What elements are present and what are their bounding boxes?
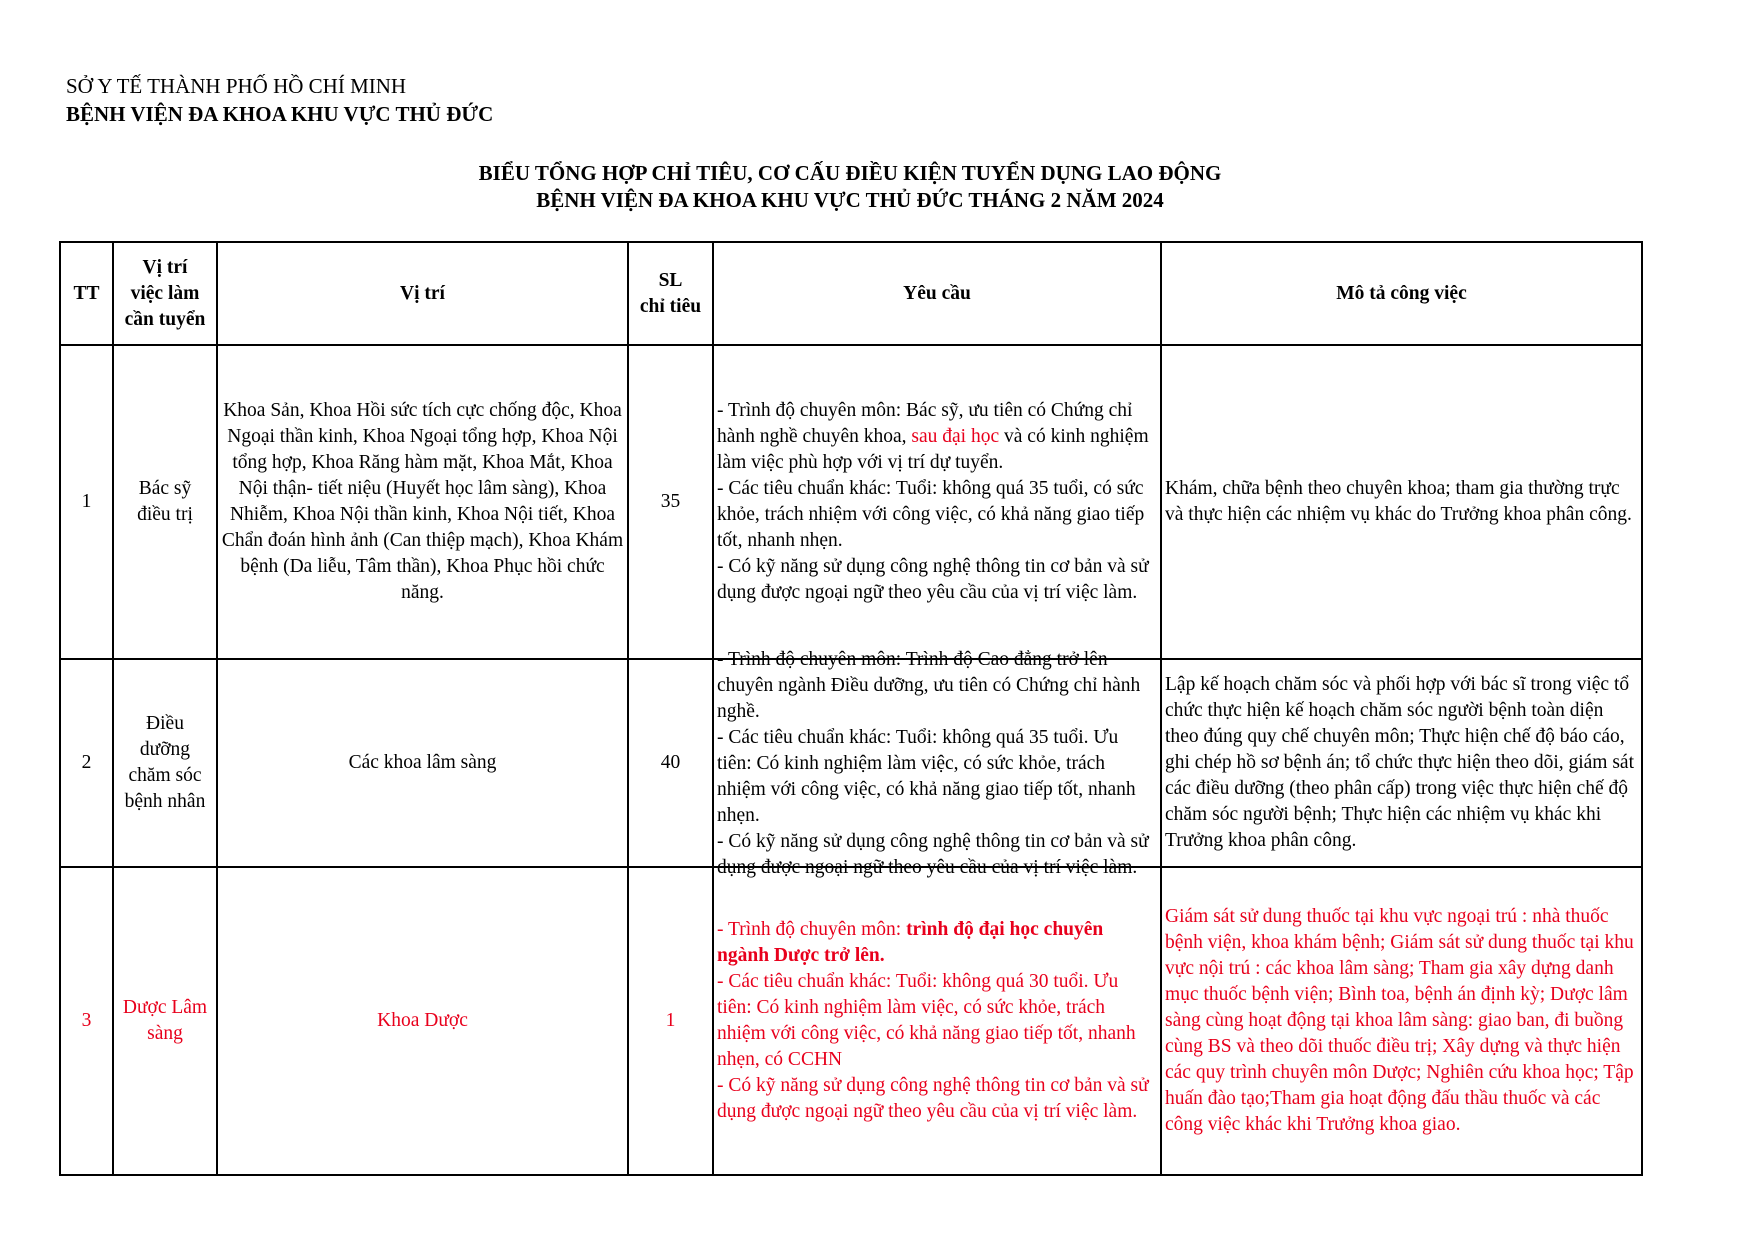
col-header-tt: TT — [60, 242, 113, 345]
col-header-description: Mô tả công việc — [1161, 242, 1642, 345]
requirement-item: - Có kỹ năng sử dụng công nghệ thông tin cơ bản và sử dụng được ngoại ngữ theo yêu cầu của vị trí việc làm. — [717, 831, 1149, 878]
col-header-position-line: việc làm — [130, 282, 200, 304]
requirements-cell — [713, 649, 1161, 878]
position-line: Điều — [146, 713, 184, 734]
requirement-text: - Trình độ chuyên môn: — [717, 919, 907, 940]
requirement-item — [717, 398, 1157, 476]
quota-cell: 35 — [628, 345, 713, 659]
position-line: Bác sỹ — [138, 478, 192, 499]
position-line: bệnh nhân — [124, 791, 206, 812]
requirement-item: - Các tiêu chuẩn khác: Tuổi: không quá 30 tuổi. Ưu tiên: Có kinh nghiệm làm việc, có sức khỏe, trách nhiệm với công việc, có khả năng giao tiếp tốt, nhanh nhẹn, có CCHN — [717, 971, 1136, 1070]
requirements-clip — [717, 647, 1157, 878]
requirement-item: - Có kỹ năng sử dụng công nghệ thông tin cơ bản và sử dụng được ngoại ngữ theo yêu cầu của vị trí việc làm. — [717, 1075, 1149, 1122]
table-row — [60, 867, 1642, 1175]
table-row — [60, 345, 1642, 659]
col-header-quota-line: chỉ tiêu — [639, 295, 702, 317]
requirement-item: - Các tiêu chuẩn khác: Tuổi: không quá 35 tuổi. Ưu tiên: Có kinh nghiệm làm việc, có sức khỏe, trách nhiệm với công việc, có khả năng giao tiếp tốt, nhanh nhẹn. — [717, 727, 1136, 826]
location-cell: Khoa Sản, Khoa Hồi sức tích cực chống độc, Khoa Ngoại thần kinh, Khoa Ngoại tổng hợp, Khoa Nội tổng hợp, Khoa Răng hàm mặt, Khoa Mắt, Khoa Nội thận- tiết niệu (Huyết học lâm sàng), Khoa Nhiễm, Khoa Nội thần kinh, Khoa Nội tiết, Khoa Chẩn đoán hình ảnh (Can thiệp mạch), Khoa Khám bệnh (Da liễu, Tâm thần), Khoa Phục hồi chức năng. — [217, 345, 628, 659]
org-parent: SỞ Y TẾ THÀNH PHỐ HỒ CHÍ MINH — [66, 74, 407, 98]
col-header-requirements: Yêu cầu — [713, 242, 1161, 345]
quota-cell: 1 — [628, 867, 713, 1175]
recruitment-table — [59, 241, 1643, 1176]
requirement-item — [717, 917, 1157, 969]
quota-cell: 40 — [628, 659, 713, 867]
location-cell: Khoa Dược — [217, 867, 628, 1175]
position-line: dưỡng — [139, 739, 191, 760]
requirement-item: - Các tiêu chuẩn khác: Tuổi: không quá 35 tuổi, có sức khỏe, trách nhiệm với công việc, có khả năng giao tiếp tốt, nhanh nhẹn. — [717, 478, 1145, 551]
requirements-content — [717, 647, 1157, 881]
position-line: điều trị — [137, 504, 193, 525]
requirement-item: - Trình độ chuyên môn: Trình độ Cao đẳng trở lên chuyên ngành Điều dưỡng, ưu tiên có Chứng chỉ hành nghề. — [717, 649, 1141, 722]
position-cell: Dược Lâm sàng — [113, 867, 217, 1175]
org-name: BỆNH VIỆN ĐA KHOA KHU VỰC THỦ ĐỨC — [66, 102, 494, 126]
position-cell — [113, 345, 217, 659]
col-header-quota-line: SL — [658, 269, 683, 291]
requirements-cell — [713, 345, 1161, 659]
description-cell: Giám sát sử dung thuốc tại khu vực ngoại trú : nhà thuốc bệnh viện, khoa khám bệnh; Giám sát sử dung thuốc tại khu vực nội trú : các khoa lâm sàng; Tham gia xây dựng danh mục thuốc bệnh viện; Bình toa, bệnh án định kỳ; Dược lâm sàng cùng hoạt động tại khoa lâm sàng: giao ban, đi buồng cùng BS và theo dõi thuốc điều trị; Xây dựng và thực hiện các quy trình chuyên môn Dược; Nghiên cứu khoa học; Tập huấn đào tạo;Tham gia hoạt động đấu thầu thuốc và các công việc khác khi Trưởng khoa giao. — [1161, 867, 1642, 1175]
requirement-text: - Trình độ chuyên môn: Bác sỹ, ưu tiên có Chứng chỉ hành nghề chuyên khoa, — [717, 400, 1133, 447]
table-header-row — [60, 242, 1642, 345]
position-cell — [113, 659, 217, 867]
document-subtitle: BỆNH VIỆN ĐA KHOA KHU VỰC THỦ ĐỨC THÁNG 2 NĂM 2024 — [536, 188, 1164, 212]
col-header-position — [113, 242, 217, 345]
document-title: BIỂU TỔNG HỢP CHỈ TIÊU, CƠ CẤU ĐIỀU KIỆN TUYỂN DỤNG LAO ĐỘNG — [478, 161, 1222, 185]
requirements-cell — [713, 867, 1161, 1175]
row-number: 2 — [60, 659, 113, 867]
description-cell: Khám, chữa bệnh theo chuyên khoa; tham gia thường trực và thực hiện các nhiệm vụ khác do Trưởng khoa phân công. — [1161, 345, 1642, 659]
requirement-emphasis: trình độ đại học chuyên ngành Dược trở lên. — [717, 919, 1104, 966]
requirement-item: - Có kỹ năng sử dụng công nghệ thông tin cơ bản và sử dụng được ngoại ngữ theo yêu cầu của vị trí việc làm. — [717, 556, 1149, 603]
requirement-text: và có kinh nghiệm làm việc phù hợp với vị trí dự tuyển. — [717, 426, 1149, 473]
col-header-position-line: cần tuyển — [124, 308, 206, 330]
requirement-highlight: sau đại học — [911, 426, 1000, 447]
table-row — [60, 659, 1642, 867]
col-header-position-line: Vị trí — [142, 256, 188, 278]
col-header-quota — [628, 242, 713, 345]
row-number: 1 — [60, 345, 113, 659]
position-line: chăm sóc — [128, 765, 202, 786]
location-cell: Các khoa lâm sàng — [217, 659, 628, 867]
row-number: 3 — [60, 867, 113, 1175]
col-header-location: Vị trí — [217, 242, 628, 345]
description-cell: Lập kế hoạch chăm sóc và phối hợp với bác sĩ trong việc tổ chức thực hiện kế hoạch chăm sóc người bệnh toàn diện theo đúng quy chế chuyên môn; Thực hiện chế độ báo cáo, ghi chép hồ sơ bệnh án; tổ chức thực hiện theo dõi, giám sát các điều dưỡng (theo phân cấp) trong việc thực hiện chế độ chăm sóc người bệnh; Thực hiện các nhiệm vụ khác khi Trưởng khoa phân công. — [1161, 659, 1642, 867]
